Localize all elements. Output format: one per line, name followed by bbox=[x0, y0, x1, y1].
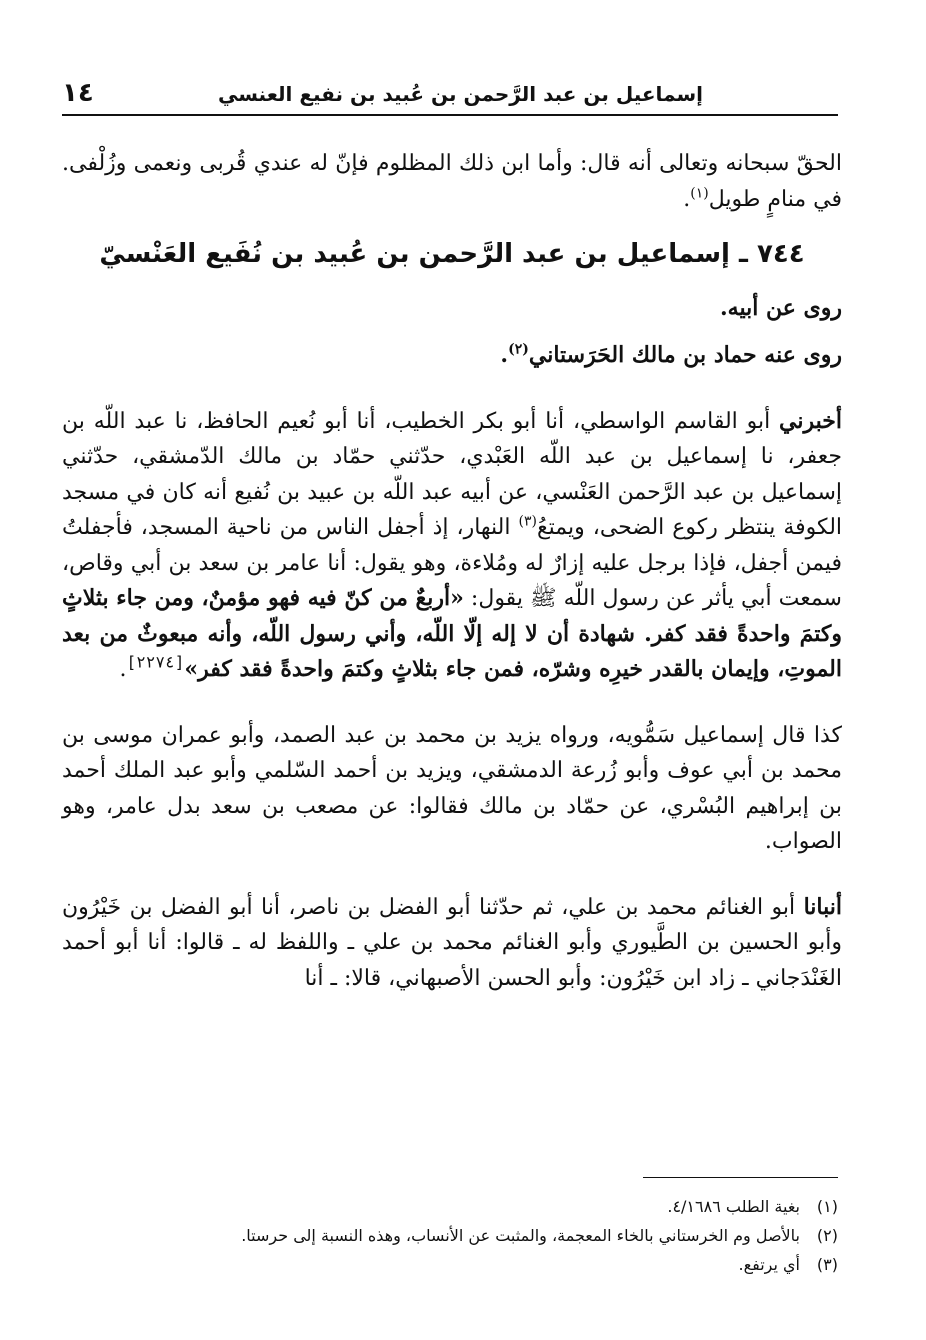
intro-text: الحقّ سبحانه وتعالى أنه قال: وأما ابن ذلك المظلوم فإنّ له عندي قُربى ونعمى وزُلْفى. في منامٍ طويل bbox=[62, 151, 842, 212]
hadith-text: «أربعٌ من كنّ فيه فهو مؤمنٌ، ومن جاء بثلاثٍ وكتمَ واحدةً فقد كفر. شهادة أن لا إله إلّا اللّه، وأني رسول اللّه، وأنه مبعوثٌ من بعد الموتِ، وإيمان بالقدر خيرِه وشرّه، فمن جاء بثلاثٍ وكتمَ واحدةً فقد كفر» bbox=[62, 585, 842, 682]
intro-paragraph: الحقّ سبحانه وتعالى أنه قال: وأما ابن ذلك المظلوم فإنّ له عندي قُربى ونعمى وزُلْفى. في منامٍ طويل$^{(١)}$. bbox=[62, 151, 842, 212]
footnote-number: (٢) bbox=[816, 1226, 838, 1245]
narrated-from: روى عن أبيه. bbox=[720, 294, 842, 321]
page-header bbox=[62, 78, 838, 116]
footnotes bbox=[78, 1192, 838, 1279]
footnote-marker-1: (١) bbox=[690, 185, 709, 202]
footnote-divider bbox=[643, 1177, 838, 1178]
running-title: إسماعيل بن عبد الرَّحمن بن عُبيد بن نفيع العنسي bbox=[217, 82, 703, 106]
footnote-item bbox=[78, 1250, 838, 1279]
footnote-text: بالأصل وم الخرستاني بالخاء المعجمة، والمثبت عن الأنساب، وهذه النسبة إلى حرستا. bbox=[241, 1226, 800, 1245]
isnad-text-a: أبو القاسم الواسطي، أنا أبو بكر الخطيب، أنا أبو نُعيم الحافظ، نا عبد اللّه بن جعفر، نا إسماعيل بن عبد اللّه العَبْدي، حدّثني حمّاد بن مالك الدّمشقي، حدّثني إسماعيل بن عبد الرَّحمن العَنْسي، عن أبيه عبد اللّه بن عبيد بن نُفيع أنه كان في مسجد الكوفة ينتظر ركوع الضحى، ويمتعُ bbox=[62, 408, 843, 540]
footnote-text: أي يرتفع. bbox=[738, 1255, 800, 1274]
paragraph-lead-word: أنبانا bbox=[803, 893, 842, 920]
footnote-number: (٣) bbox=[816, 1255, 838, 1274]
footnote-marker-2: (٢) bbox=[508, 341, 529, 358]
footnote-item bbox=[78, 1192, 838, 1221]
isnad-paragraph-2 bbox=[62, 890, 842, 997]
narrated-by: روى عنه حماد بن مالك الحَرَستاني$^{(٢)}$. bbox=[500, 341, 842, 368]
footnote-marker-3: (٣) bbox=[518, 513, 537, 530]
footnote-number: (١) bbox=[816, 1197, 838, 1216]
commentary-paragraph: كذا قال إسماعيل سَمُّويه، ورواه يزيد بن محمد بن عبد الصمد، وأبو عمران موسى بن محمد بن أبي عوف وأبو زُرعة الدمشقي، ويزيد بن أحمد السّلمي وأبو عبد الملك أحمد بن إبراهيم البُسْري، عن حمّاد بن مالك فقالوا: عن مصعب بن سعد بدل عامر، وهو الصواب. bbox=[62, 722, 842, 854]
section-title: ٧٤٤ ـ إسماعيل بن عبد الرَّحمن بن عُبيد بن نُفَيع العَنْسيّ bbox=[99, 239, 805, 269]
isnad-paragraph-1: أخبرني أبو القاسم الواسطي، أنا أبو بكر الخطيب، أنا أبو نُعيم الحافظ، نا عبد اللّه بن جعفر، نا إسماعيل بن عبد اللّه العَبْدي، حدّثني حمّاد بن مالك الدّمشقي، حدّثني إسماعيل بن عبد الرَّحمن العَنْسي، عن أبيه عبد اللّه بن عبيد بن نُفيع أنه كان في مسجد الكوفة ينتظر ركوع الضحى، ويمتعُ$^{(٣)}$ النهار، إذ أجفل الناس من ناحية المسجد، فأجفلتُ فيمن أجفل، فإذا برجل عليه إزارٌ له ومُلاءة، وهو يقول: أنا عامر بن سعد بن أبي وقاص، سمعت أبي يأثر عن رسول اللّه ﷺ يقول: «أربعٌ من كنّ فيه فهو مؤمنٌ، ومن جاء بثلاثٍ وكتمَ واحدةً فقد كفر. شهادة أن لا إله إلّا اللّه، وأني رسول اللّه، وأنه مبعوثٌ من بعد الموتِ، وإيمان بالقدر خيرِه وشرّه، فمن جاء بثلاثٍ وكتمَ واحدةً فقد كفر»[٢٢٧٤]. bbox=[62, 407, 843, 682]
isnad-text: أبو الغنائم محمد بن علي، ثم حدّثنا أبو الفضل بن ناصر، أنا أبو الفضل بن خَيْرُون وأبو الحسين بن الطَّيوري وأبو الغنائم محمد بن علي ـ واللفظ له ـ قالوا: أنا أبو أحمد الغَنْدَجاني ـ زاد ابن خَيْرُون: وأبو الحسن الأصبهاني، قالا: ـ أنا bbox=[62, 894, 842, 991]
main-text bbox=[62, 146, 842, 996]
page-number: ١٤ bbox=[62, 78, 94, 108]
footnote-item bbox=[78, 1221, 838, 1250]
paragraph-lead-word: أخبرني bbox=[779, 407, 842, 434]
hadith-reference: [٢٢٧٤] bbox=[126, 652, 185, 672]
footnote-text: بغية الطلب ٤/١٦٨٦. bbox=[667, 1197, 800, 1216]
narrated-by-text: روى عنه حماد بن مالك الحَرَستاني bbox=[528, 342, 842, 368]
isnad-text-b: النهار، إذ أجفل الناس من ناحية المسجد، فأجفلتُ فيمن أجفل، فإذا برجل عليه إزارٌ له ومُلاءة، وهو يقول: أنا عامر بن سعد بن أبي وقاص، سمعت أبي يأثر عن رسول اللّه ﷺ يقول: bbox=[62, 515, 842, 611]
